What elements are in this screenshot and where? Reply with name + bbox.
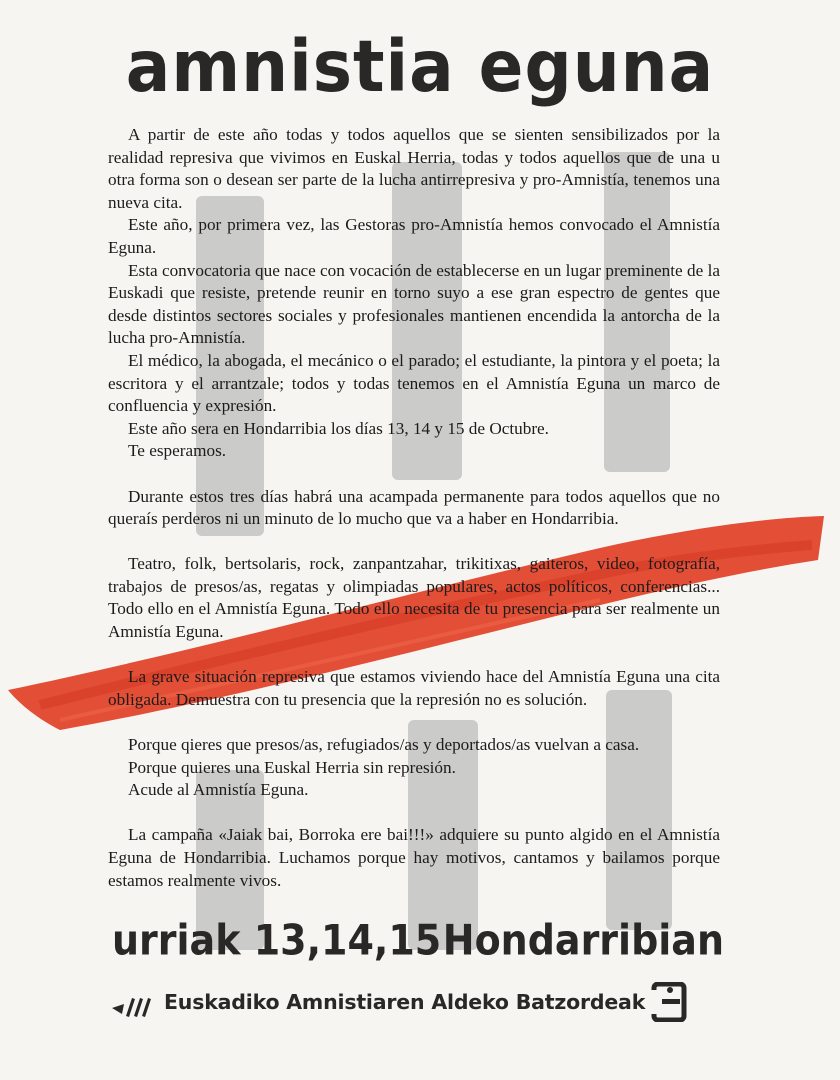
amnesty-logo-icon bbox=[110, 994, 154, 1018]
paragraph: La grave situación represiva que estamos viviendo hace del Amnistía Eguna una cita obligada. Demuestra con tu presencia que la represión no es solución. bbox=[108, 667, 720, 709]
organization-name: Euskadiko Amnistiaren Aldeko Batzordeak bbox=[164, 990, 646, 1014]
paragraph: Durante estos tres días habrá una acampada permanente para todos aquellos que no queraís perderos ni un minuto de lo mucho que va a haber en Hondarribia. bbox=[108, 486, 720, 529]
footer-dates-line bbox=[112, 916, 724, 964]
paragraph: La campaña «Jaiak bai, Borroka ere bai!!!» adquiere su punto algido en el Amnistía Eguna de Hondarribia. Luchamos porque hay motivos, cantamos y bailamos porque estamos realmente vivos. bbox=[108, 825, 720, 890]
paragraph: El médico, la abogada, el mecánico o el parado; el estudiante, la pintora y el poeta; la escritora y el arrantzale; todos y todas tenemos en el Amnistía Eguna un marco de confluencia y expresión. bbox=[108, 350, 720, 416]
paragraph: Te esperamos. bbox=[128, 441, 227, 461]
event-dates: urriak 13,14,15 bbox=[112, 915, 442, 965]
body-text bbox=[108, 124, 720, 892]
paragraph: Esta convocatoria que nace con vocación de establecerse en un lugar preminente de la Euskadi que resiste, pretende reunir en torno suyo a ese gran espectro de gentes que desde distintos sectores sociales y profesionales mantienen encendida la antorcha de la lucha pro-Amnistía. bbox=[108, 260, 720, 348]
paragraph: Teatro, folk, bertsolaris, rock, zanpantzahar, trikitixas, gaiteros, video, fotografía, trabajos de presos/as, regatas y olimpiadas populares, actos políticos, conferencias... Todo ello en el Amnistía Eguna. Todo ello necesita de tu presencia para ser realmente un Amnistía Eguna. bbox=[108, 554, 720, 642]
paragraph: Acude al Amnistía Eguna. bbox=[128, 780, 309, 800]
paragraph: Este año sera en Hondarribia los días 13, 14 y 15 de Octubre. bbox=[128, 418, 549, 438]
paragraph: Este año, por primera vez, las Gestoras pro-Amnistía hemos convocado el Amnistía Eguna. bbox=[108, 215, 720, 257]
paragraph: A partir de este año todas y todos aquellos que se sienten sensibilizados por la realidad represiva que vivimos en Euskal Herria, todas y todos aquellos que de una u otra forma son o desean ser parte de la lucha antirrepresiva y pro-Amnistía, tenemos una nueva cita. bbox=[108, 125, 720, 212]
paragraph: Porque qieres que presos/as, refugiados/as y deportados/as vuelvan a casa. bbox=[128, 735, 640, 755]
gestoras-logo-icon bbox=[650, 982, 690, 1022]
event-place: Hondarribian bbox=[442, 915, 724, 965]
poster-title: amnistia eguna bbox=[125, 24, 715, 109]
organization-line bbox=[110, 982, 730, 1026]
paragraph: Porque quieres una Euskal Herria sin represión. bbox=[128, 757, 456, 777]
